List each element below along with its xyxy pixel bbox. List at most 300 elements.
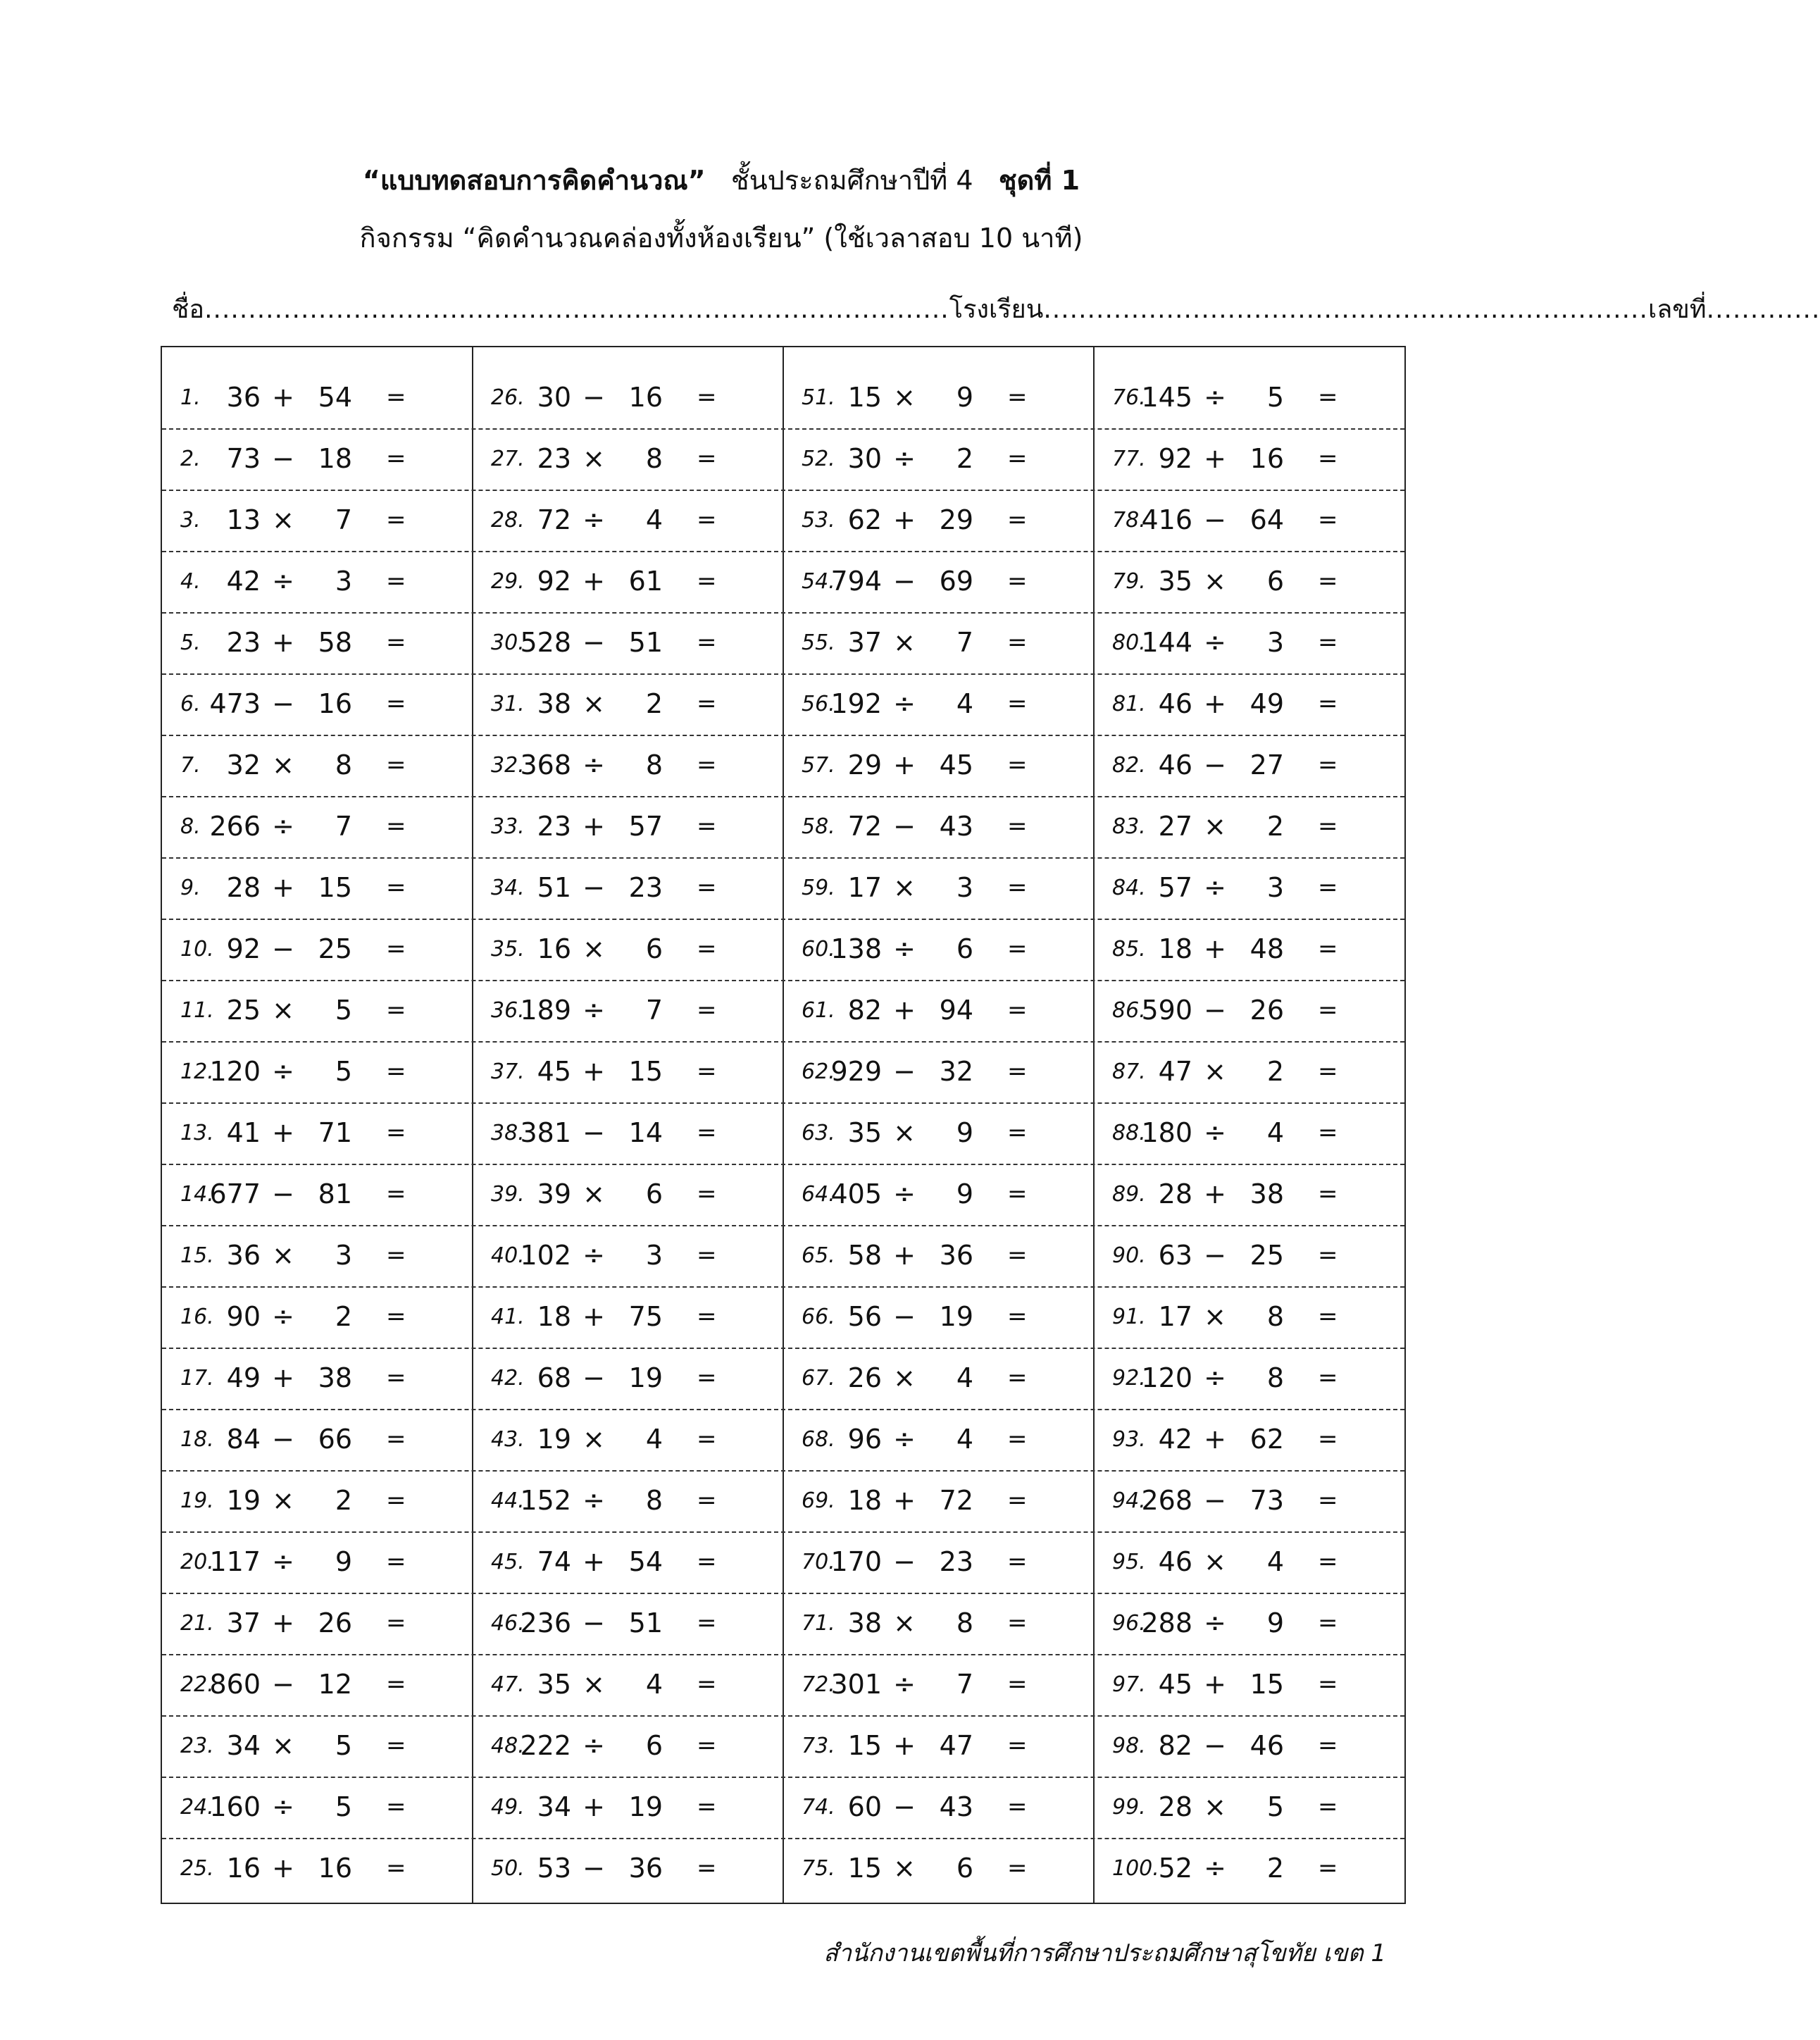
problem-number: 28. xyxy=(491,508,525,533)
equals-sign: = xyxy=(386,1670,406,1698)
problem-item[interactable] xyxy=(473,428,783,490)
activity-subtitle: กิจกรรม “คิดคำนวณคล่องทั้งห้องเรียน” (ใช้เวลาสอบ 10 นาที) xyxy=(359,223,1083,254)
equals-sign: = xyxy=(386,1548,406,1576)
equals-sign: = xyxy=(697,1793,717,1821)
name-blank[interactable]: ..................................................................................... xyxy=(204,295,949,324)
operand-a: 528 xyxy=(520,627,571,658)
operand-b: 16 xyxy=(628,382,663,413)
problem-item[interactable] xyxy=(783,490,1094,551)
problem-item[interactable] xyxy=(473,1348,783,1409)
problem-item[interactable] xyxy=(783,1102,1094,1164)
problem-item[interactable] xyxy=(783,857,1094,919)
equals-sign: = xyxy=(697,1364,717,1392)
operand-b: 66 xyxy=(318,1424,352,1455)
problem-item[interactable] xyxy=(473,367,783,428)
operand-b: 4 xyxy=(645,504,663,535)
operand-a: 45 xyxy=(537,1056,571,1087)
equals-sign: = xyxy=(386,506,406,534)
operand-b: 7 xyxy=(645,995,663,1026)
operand-a: 63 xyxy=(1158,1240,1192,1271)
problem-item[interactable] xyxy=(162,367,473,428)
operand-b: 26 xyxy=(318,1607,352,1638)
operand-a: 82 xyxy=(1158,1730,1192,1761)
problem-item[interactable] xyxy=(473,1225,783,1286)
problem-item[interactable] xyxy=(473,1164,783,1225)
operator: ÷ xyxy=(272,811,294,842)
problem-number: 27. xyxy=(491,447,525,471)
equals-sign: = xyxy=(386,935,406,963)
operand-a: 72 xyxy=(847,811,882,842)
operand-a: 35 xyxy=(1158,566,1192,597)
problem-item[interactable] xyxy=(473,1777,783,1838)
problem-number: 59. xyxy=(802,876,835,900)
problem-item[interactable] xyxy=(162,735,473,796)
operand-a: 62 xyxy=(847,504,882,535)
equals-sign: = xyxy=(697,1057,717,1086)
problem-item[interactable] xyxy=(1094,1164,1404,1225)
problem-item[interactable] xyxy=(162,428,473,490)
problem-item[interactable] xyxy=(783,1041,1094,1102)
operand-a: 677 xyxy=(209,1178,261,1209)
operator: + xyxy=(582,566,605,597)
problem-number: 78. xyxy=(1112,508,1146,533)
problem-item[interactable] xyxy=(473,1102,783,1164)
equals-sign: = xyxy=(1007,1425,1028,1453)
problem-item[interactable] xyxy=(162,1041,473,1102)
operand-b: 4 xyxy=(956,1362,973,1393)
operator: ÷ xyxy=(272,1301,294,1332)
problem-number: 21. xyxy=(180,1611,214,1636)
problem-item[interactable] xyxy=(783,1715,1094,1777)
operator: + xyxy=(893,504,916,535)
problem-item[interactable] xyxy=(473,919,783,980)
operand-a: 170 xyxy=(830,1546,882,1577)
problem-item[interactable] xyxy=(473,1654,783,1715)
problem-item[interactable] xyxy=(1094,1041,1404,1102)
operand-a: 30 xyxy=(847,443,882,474)
operand-a: 25 xyxy=(226,995,261,1026)
equals-sign: = xyxy=(386,1609,406,1637)
problem-item[interactable] xyxy=(783,1777,1094,1838)
operator: + xyxy=(893,1730,916,1761)
operator: ÷ xyxy=(1204,1117,1226,1148)
problem-item[interactable] xyxy=(162,796,473,857)
problem-number: 20. xyxy=(180,1550,214,1574)
problem-item[interactable] xyxy=(783,1164,1094,1225)
operator: + xyxy=(1204,933,1226,964)
problem-number: 93. xyxy=(1112,1427,1146,1452)
operand-b: 6 xyxy=(956,1853,973,1884)
problem-number: 99. xyxy=(1112,1795,1146,1820)
operand-b: 51 xyxy=(628,627,663,658)
problem-item[interactable] xyxy=(473,1409,783,1470)
problem-number: 2. xyxy=(180,447,201,471)
problem-number: 85. xyxy=(1112,937,1146,962)
problem-item[interactable] xyxy=(162,1348,473,1409)
problem-number: 95. xyxy=(1112,1550,1146,1574)
problem-item[interactable] xyxy=(783,428,1094,490)
operator: − xyxy=(893,1791,916,1822)
equals-sign: = xyxy=(386,690,406,718)
problem-item[interactable] xyxy=(1094,1102,1404,1164)
equals-sign: = xyxy=(1318,444,1338,473)
operand-a: 18 xyxy=(1158,933,1192,964)
problem-number: 86. xyxy=(1112,998,1146,1023)
problem-number: 62. xyxy=(802,1059,835,1084)
problem-item[interactable] xyxy=(473,1531,783,1593)
problem-item[interactable] xyxy=(1094,1225,1404,1286)
operand-b: 6 xyxy=(956,933,973,964)
operand-a: 92 xyxy=(537,566,571,597)
equals-sign: = xyxy=(1318,1609,1338,1637)
problem-number: 33. xyxy=(491,814,525,839)
problem-item[interactable] xyxy=(1094,1409,1404,1470)
problem-item[interactable] xyxy=(162,980,473,1041)
operand-a: 92 xyxy=(1158,443,1192,474)
equals-sign: = xyxy=(386,1302,406,1331)
problem-item[interactable] xyxy=(473,980,783,1041)
operand-a: 27 xyxy=(1158,811,1192,842)
operator: × xyxy=(582,443,605,474)
problem-item[interactable] xyxy=(783,673,1094,735)
equals-sign: = xyxy=(697,1302,717,1331)
operand-b: 4 xyxy=(1266,1117,1284,1148)
operand-a: 38 xyxy=(847,1607,882,1638)
operator: − xyxy=(272,933,294,964)
operand-b: 38 xyxy=(318,1362,352,1393)
school-blank[interactable]: ..................................................................... xyxy=(1043,295,1648,324)
problem-item[interactable] xyxy=(1094,612,1404,673)
student-info-line xyxy=(172,289,1820,331)
problem-item[interactable] xyxy=(162,673,473,735)
problem-number: 7. xyxy=(180,753,201,778)
operand-b: 7 xyxy=(956,1669,973,1700)
problem-item[interactable] xyxy=(162,1164,473,1225)
problem-item[interactable] xyxy=(162,1102,473,1164)
problem-item[interactable] xyxy=(473,1593,783,1654)
problem-item[interactable] xyxy=(162,1777,473,1838)
problem-item[interactable] xyxy=(473,612,783,673)
operator: ÷ xyxy=(582,750,605,780)
operand-a: 49 xyxy=(226,1362,261,1393)
problem-item[interactable] xyxy=(1094,857,1404,919)
problem-number: 76. xyxy=(1112,385,1146,410)
equals-sign: = xyxy=(1007,1854,1028,1882)
problem-item[interactable] xyxy=(783,1225,1094,1286)
equals-sign: = xyxy=(1318,567,1338,595)
operand-b: 45 xyxy=(939,750,973,780)
equals-sign: = xyxy=(697,1486,717,1515)
problem-item[interactable] xyxy=(1094,919,1404,980)
operand-b: 64 xyxy=(1249,504,1284,535)
operand-a: 16 xyxy=(537,933,571,964)
problem-number: 79. xyxy=(1112,569,1146,594)
problem-item[interactable] xyxy=(1094,367,1404,428)
operand-b: 16 xyxy=(318,688,352,719)
equals-sign: = xyxy=(697,690,717,718)
school-label: โรงเรียน xyxy=(949,295,1044,324)
problem-item[interactable] xyxy=(162,1409,473,1470)
problem-item[interactable] xyxy=(473,490,783,551)
operand-a: 17 xyxy=(847,872,882,903)
problem-item[interactable] xyxy=(1094,735,1404,796)
operand-a: 60 xyxy=(847,1791,882,1822)
operator: × xyxy=(272,1485,294,1516)
problem-number: 77. xyxy=(1112,447,1146,471)
problem-item[interactable] xyxy=(783,551,1094,612)
problem-item[interactable] xyxy=(1094,551,1404,612)
equals-sign: = xyxy=(386,1854,406,1882)
operand-b: 43 xyxy=(939,811,973,842)
operand-b: 8 xyxy=(335,750,352,780)
problem-item[interactable] xyxy=(473,1715,783,1777)
equals-sign: = xyxy=(1318,1670,1338,1698)
operand-a: 17 xyxy=(1158,1301,1192,1332)
problem-item[interactable] xyxy=(473,1041,783,1102)
equals-sign: = xyxy=(386,1731,406,1760)
problem-number: 98. xyxy=(1112,1734,1146,1758)
problem-item[interactable] xyxy=(1094,1838,1404,1899)
problem-item[interactable] xyxy=(162,490,473,551)
equals-sign: = xyxy=(1318,690,1338,718)
problem-number: 73. xyxy=(802,1734,835,1758)
problem-item[interactable] xyxy=(473,1286,783,1348)
operand-b: 3 xyxy=(645,1240,663,1271)
operand-b: 46 xyxy=(1249,1730,1284,1761)
problem-item[interactable] xyxy=(473,857,783,919)
equals-sign: = xyxy=(1007,383,1028,411)
operand-a: 72 xyxy=(537,504,571,535)
problem-item[interactable] xyxy=(162,1286,473,1348)
operator: × xyxy=(582,688,605,719)
problem-item[interactable] xyxy=(162,1654,473,1715)
equals-sign: = xyxy=(1318,383,1338,411)
problem-number: 97. xyxy=(1112,1672,1146,1697)
problem-item[interactable] xyxy=(162,1593,473,1654)
problem-item[interactable] xyxy=(783,980,1094,1041)
problem-item[interactable] xyxy=(1094,1777,1404,1838)
operand-b: 69 xyxy=(939,566,973,597)
operator: + xyxy=(1204,443,1226,474)
equals-sign: = xyxy=(697,444,717,473)
problem-number: 42. xyxy=(491,1366,525,1391)
operand-a: 36 xyxy=(226,1240,261,1271)
problem-item[interactable] xyxy=(162,1225,473,1286)
operand-b: 3 xyxy=(956,872,973,903)
problem-item[interactable] xyxy=(783,796,1094,857)
operand-b: 49 xyxy=(1249,688,1284,719)
operand-a: 381 xyxy=(520,1117,571,1148)
problem-item[interactable] xyxy=(783,1470,1094,1531)
problem-item[interactable] xyxy=(783,735,1094,796)
problem-item[interactable] xyxy=(1094,1286,1404,1348)
operand-a: 51 xyxy=(537,872,571,903)
operand-b: 5 xyxy=(335,1730,352,1761)
equals-sign: = xyxy=(697,996,717,1024)
problem-number: 48. xyxy=(491,1734,525,1758)
operand-a: 15 xyxy=(847,1730,882,1761)
operand-b: 72 xyxy=(939,1485,973,1516)
operand-b: 62 xyxy=(1249,1424,1284,1455)
problem-item[interactable] xyxy=(473,673,783,735)
problem-number: 88. xyxy=(1112,1121,1146,1145)
problem-number: 43. xyxy=(491,1427,525,1452)
operand-a: 35 xyxy=(847,1117,882,1148)
operand-b: 14 xyxy=(628,1117,663,1148)
operand-a: 41 xyxy=(226,1117,261,1148)
operator: − xyxy=(1204,1730,1226,1761)
problem-item[interactable] xyxy=(783,1654,1094,1715)
operator: ÷ xyxy=(272,1056,294,1087)
problem-item[interactable] xyxy=(783,919,1094,980)
operator: − xyxy=(582,382,605,413)
problem-number: 91. xyxy=(1112,1305,1146,1329)
problem-number: 100. xyxy=(1112,1856,1159,1881)
problem-number: 14. xyxy=(180,1182,214,1207)
problem-item[interactable] xyxy=(473,1470,783,1531)
problem-item[interactable] xyxy=(783,1286,1094,1348)
equals-sign: = xyxy=(697,1119,717,1147)
equals-sign: = xyxy=(1007,1670,1028,1698)
problem-number: 96. xyxy=(1112,1611,1146,1636)
operator: × xyxy=(1204,1791,1226,1822)
problem-item[interactable] xyxy=(783,367,1094,428)
problem-item[interactable] xyxy=(162,551,473,612)
operator: + xyxy=(582,1056,605,1087)
problem-item[interactable] xyxy=(162,612,473,673)
operand-a: 53 xyxy=(537,1853,571,1884)
operand-b: 9 xyxy=(956,1178,973,1209)
operand-b: 7 xyxy=(956,627,973,658)
problem-item[interactable] xyxy=(162,919,473,980)
operand-a: 58 xyxy=(847,1240,882,1271)
operator: − xyxy=(582,1607,605,1638)
operand-b: 2 xyxy=(1266,1056,1284,1087)
operand-b: 29 xyxy=(939,504,973,535)
problem-item[interactable] xyxy=(1094,1470,1404,1531)
problem-item[interactable] xyxy=(783,1838,1094,1899)
problem-number: 61. xyxy=(802,998,835,1023)
problem-number: 6. xyxy=(180,692,201,716)
operand-b: 6 xyxy=(645,933,663,964)
problem-item[interactable] xyxy=(1094,796,1404,857)
problem-item[interactable] xyxy=(1094,490,1404,551)
problem-item[interactable] xyxy=(783,1348,1094,1409)
problem-item[interactable] xyxy=(473,551,783,612)
problem-item[interactable] xyxy=(1094,1531,1404,1593)
operator: − xyxy=(1204,995,1226,1026)
equals-sign: = xyxy=(697,1180,717,1208)
operand-b: 9 xyxy=(956,382,973,413)
set-label: ชุดที่ 1 xyxy=(998,165,1080,196)
equals-sign: = xyxy=(1318,812,1338,840)
problem-item[interactable] xyxy=(162,1838,473,1899)
problem-item[interactable] xyxy=(783,1593,1094,1654)
problem-item[interactable] xyxy=(162,1470,473,1531)
equals-sign: = xyxy=(1318,751,1338,779)
operand-b: 8 xyxy=(645,750,663,780)
operator: + xyxy=(272,1117,294,1148)
operand-a: 42 xyxy=(1158,1424,1192,1455)
operand-a: 82 xyxy=(847,995,882,1026)
operand-b: 8 xyxy=(645,1485,663,1516)
problem-item[interactable] xyxy=(473,735,783,796)
problem-number: 52. xyxy=(802,447,835,471)
operand-b: 25 xyxy=(318,933,352,964)
operand-b: 3 xyxy=(1266,627,1284,658)
problem-item[interactable] xyxy=(1094,1348,1404,1409)
operator: − xyxy=(582,1362,605,1393)
equals-sign: = xyxy=(1318,1057,1338,1086)
problem-item[interactable] xyxy=(783,1409,1094,1470)
problem-item[interactable] xyxy=(1094,673,1404,735)
operator: − xyxy=(582,627,605,658)
operand-b: 36 xyxy=(628,1853,663,1884)
operator: − xyxy=(582,1117,605,1148)
operator: × xyxy=(1204,811,1226,842)
operator: − xyxy=(893,1546,916,1577)
problem-item[interactable] xyxy=(473,796,783,857)
operand-a: 26 xyxy=(847,1362,882,1393)
problem-number: 40. xyxy=(491,1243,525,1268)
problem-item[interactable] xyxy=(162,857,473,919)
problem-number: 12. xyxy=(180,1059,214,1084)
operand-a: 145 xyxy=(1141,382,1192,413)
operand-b: 54 xyxy=(628,1546,663,1577)
equals-sign: = xyxy=(697,383,717,411)
problem-item[interactable] xyxy=(1094,980,1404,1041)
operator: − xyxy=(582,872,605,903)
operand-b: 12 xyxy=(318,1669,352,1700)
problem-item[interactable] xyxy=(783,1531,1094,1593)
problem-number: 53. xyxy=(802,508,835,533)
problem-item[interactable] xyxy=(473,1838,783,1899)
operand-a: 28 xyxy=(1158,1178,1192,1209)
operator: × xyxy=(893,1362,916,1393)
problem-item[interactable] xyxy=(1094,428,1404,490)
operand-a: 405 xyxy=(830,1178,882,1209)
operand-b: 19 xyxy=(628,1362,663,1393)
operand-b: 4 xyxy=(956,688,973,719)
operator: ÷ xyxy=(893,1178,916,1209)
problem-item[interactable] xyxy=(783,612,1094,673)
problem-number: 17. xyxy=(180,1366,214,1391)
operand-a: 117 xyxy=(209,1546,261,1577)
operand-b: 47 xyxy=(939,1730,973,1761)
problem-number: 18. xyxy=(180,1427,214,1452)
number-blank[interactable]: ............. xyxy=(1706,295,1820,324)
equals-sign: = xyxy=(1007,628,1028,657)
operand-a: 301 xyxy=(830,1669,882,1700)
equals-sign: = xyxy=(1318,1180,1338,1208)
problem-item[interactable] xyxy=(1094,1715,1404,1777)
operand-b: 58 xyxy=(318,627,352,658)
problem-item[interactable] xyxy=(1094,1654,1404,1715)
operand-a: 32 xyxy=(226,750,261,780)
operand-b: 61 xyxy=(628,566,663,597)
operand-b: 8 xyxy=(645,443,663,474)
problem-number: 38. xyxy=(491,1121,525,1145)
operand-a: 96 xyxy=(847,1424,882,1455)
problem-item[interactable] xyxy=(162,1715,473,1777)
problem-item[interactable] xyxy=(162,1531,473,1593)
equals-sign: = xyxy=(1318,1425,1338,1453)
operator: ÷ xyxy=(582,1730,605,1761)
operator: ÷ xyxy=(582,1240,605,1271)
problem-item[interactable] xyxy=(1094,1593,1404,1654)
operand-b: 4 xyxy=(956,1424,973,1455)
operator: ÷ xyxy=(272,566,294,597)
